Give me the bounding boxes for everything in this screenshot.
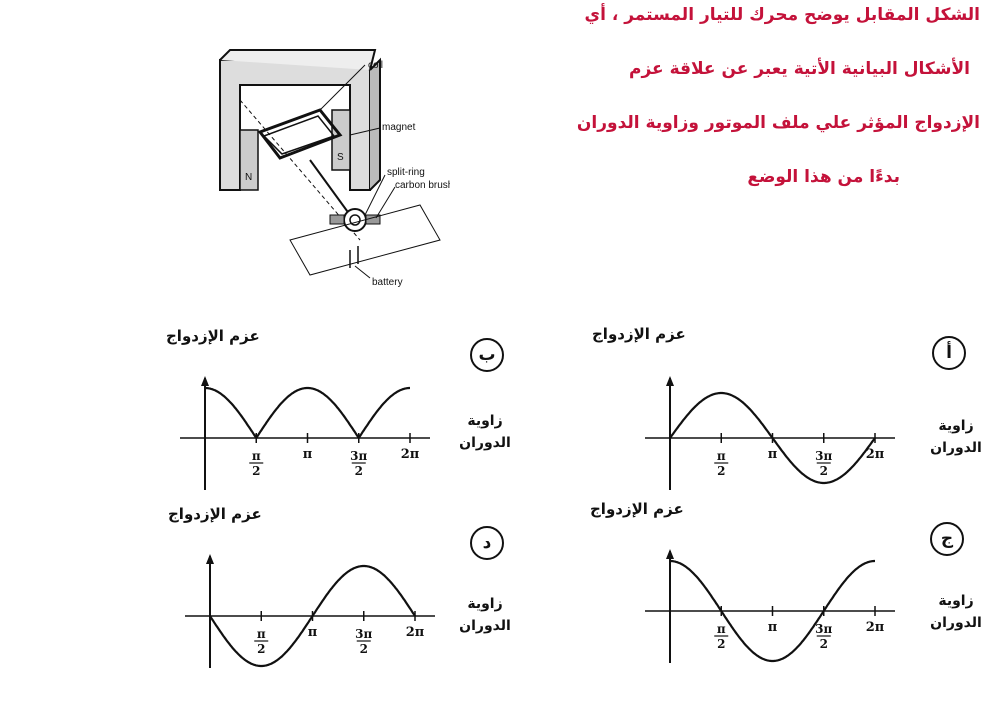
graph-a [640, 360, 910, 494]
pole-n-label: N [245, 172, 253, 183]
graph-d-option-badge[interactable]: د [470, 526, 504, 560]
graph-a-xlabel: زاوية الدوران [930, 418, 982, 456]
tick-half-pi-num: π [251, 449, 261, 463]
graph-b-svg [175, 360, 445, 490]
graph-a-svg [640, 360, 910, 490]
graph-b [175, 360, 445, 494]
graph-b-ylabel: عزم الإزدواج [166, 327, 260, 345]
question-line-3: الإزدواج المؤثر علي ملف الموتور وزاوية الدوران [576, 113, 980, 133]
graph-a-option-badge[interactable]: أ [932, 336, 966, 370]
tick-half-pi-num: π [256, 627, 266, 641]
graph-d-ylabel: عزم الإزدواج [168, 505, 262, 523]
label-split-ring: split-ring [387, 167, 425, 178]
tick-two-pi: 2π [405, 625, 425, 640]
y-axis-arrow [666, 376, 674, 386]
y-axis-arrow [666, 549, 674, 559]
graph-d-xlabel: زاوية الدوران [459, 596, 511, 634]
tick-pi: π [767, 447, 778, 462]
graph-c-svg [640, 535, 910, 675]
tick-half-pi-den: 2 [717, 637, 726, 651]
y-axis-arrow [201, 376, 209, 386]
tick-pi: π [307, 625, 318, 640]
tick-half-pi-num: π [716, 622, 726, 636]
graph-d [175, 540, 445, 684]
label-carbon-brush: carbon brush [395, 180, 450, 191]
graph-d-svg [175, 540, 445, 680]
graph-c [640, 535, 910, 679]
label-magnet: magnet [382, 122, 416, 133]
tick-three-half-pi-den: 2 [354, 464, 363, 478]
tick-two-pi: 2π [400, 447, 420, 462]
graph-c-ylabel: عزم الإزدواج [590, 500, 684, 518]
graph-b-xlabel: زاوية الدوران [459, 413, 511, 451]
label-coil: coil [368, 60, 384, 71]
question-line-4: بدءًا من هذا الوضع [747, 167, 900, 187]
graph-c-xlabel: زاوية الدوران [930, 593, 982, 631]
tick-half-pi-den: 2 [252, 464, 261, 478]
tick-three-half-pi-den: 2 [359, 642, 368, 656]
tick-three-half-pi-num: 3π [815, 449, 833, 463]
tick-pi: π [302, 447, 313, 462]
tick-three-half-pi-den: 2 [819, 464, 828, 478]
question-text [520, 6, 980, 222]
tick-half-pi-den: 2 [717, 464, 726, 478]
y-axis-arrow [206, 554, 214, 564]
coil [260, 110, 340, 158]
curve-line [205, 388, 410, 438]
tick-two-pi: 2π [865, 620, 885, 635]
dc-motor-diagram [200, 40, 450, 290]
question-line-1: الشكل المقابل يوضح محرك للتيار المستمر ، أي [584, 5, 980, 25]
question-line-2: الأشكال البيانية الأتية يعبر عن علاقة عزم [629, 59, 970, 79]
graph-c-option-badge[interactable]: ج [930, 522, 964, 556]
tick-three-half-pi-num: 3π [815, 622, 833, 636]
graph-a-ylabel: عزم الإزدواج [592, 325, 686, 343]
graph-b-option-badge[interactable]: ب [470, 338, 504, 372]
tick-three-half-pi-num: 3π [350, 449, 368, 463]
tick-half-pi-den: 2 [257, 642, 266, 656]
tick-three-half-pi-num: 3π [355, 627, 373, 641]
pole-s-label: S [337, 152, 344, 163]
tick-three-half-pi-den: 2 [819, 637, 828, 651]
tick-two-pi: 2π [865, 447, 885, 462]
tick-half-pi-num: π [716, 449, 726, 463]
label-battery: battery [372, 277, 403, 288]
tick-pi: π [767, 620, 778, 635]
